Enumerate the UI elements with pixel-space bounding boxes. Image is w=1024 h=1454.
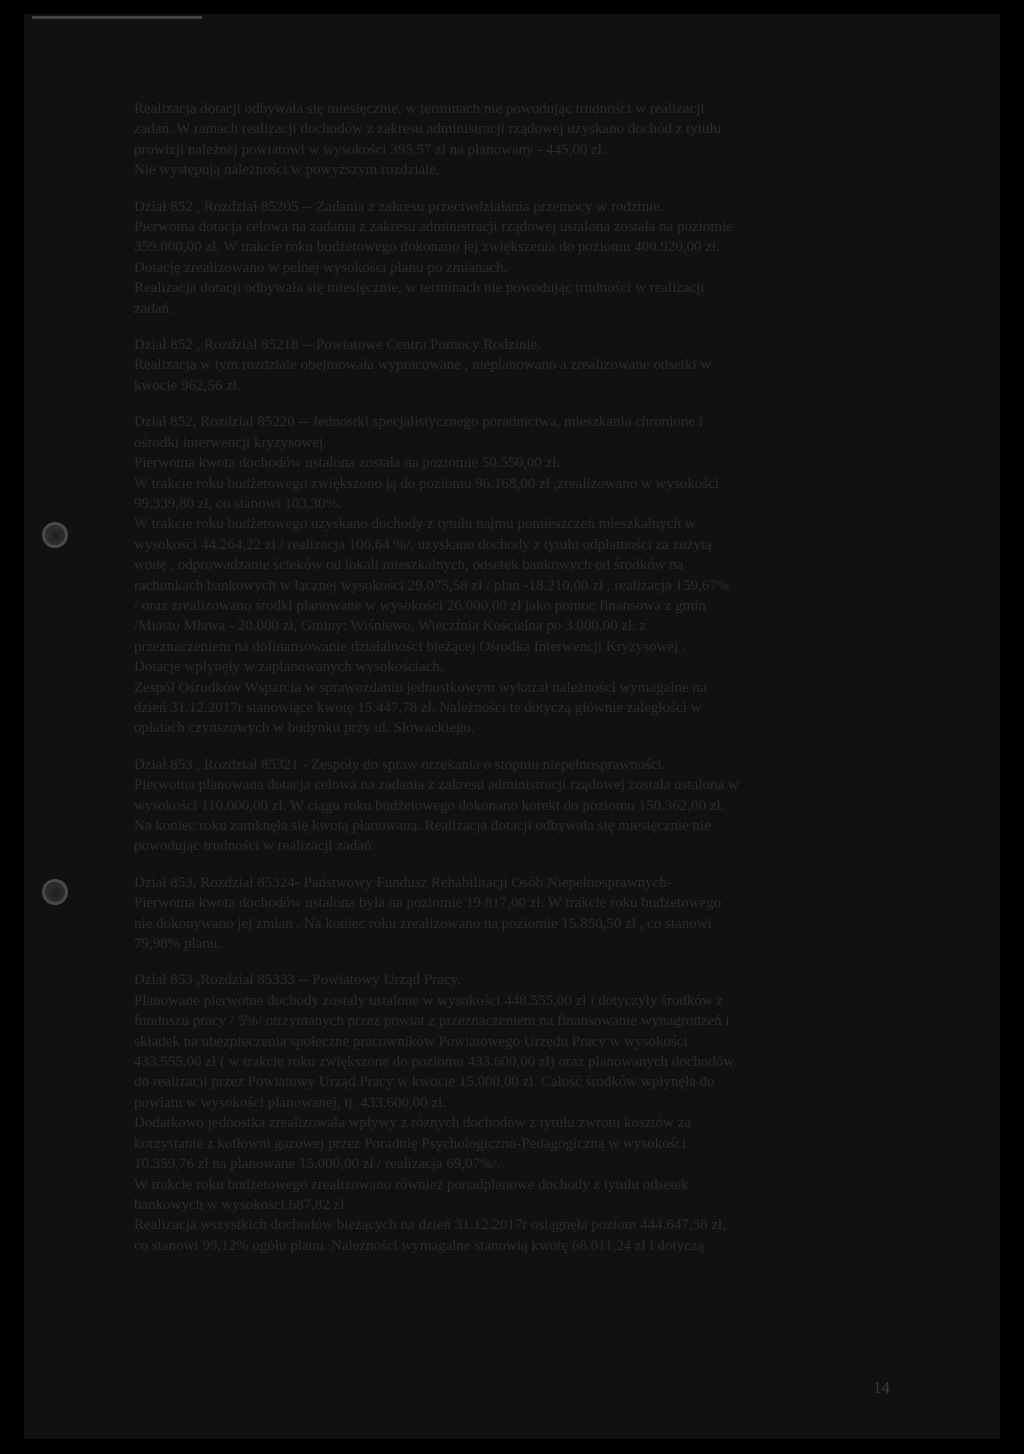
paragraph-p4 [134, 412, 894, 739]
text-line: przeznaczeniem na dofinansowanie działalności bieżącej Ośrodka Interwencji Kryzysowej . [134, 638, 686, 655]
text-line: Dział 852 , Rozdział 85205 -- Zadania z zakresu przeciwdziałania przemocy w rodzinie. [134, 198, 664, 215]
text-line: Realizacja dotacji odbywała się miesięcznie, w terminach nie powodując trudności w realizacji [134, 280, 705, 297]
text-line: wodę , odprowadzanie ścieków od lokali mieszkalnych, odsetek bankowych od środków na [134, 557, 684, 574]
text-line: Dział 853, Rozdział 85324- Państwowy Fundusz Rehabilitacji Osób Niepełnosprawnych- [134, 874, 672, 891]
text-line: do realizacji przez Powiatowy Urząd Pracy w kwocie 15.000,00 zł. Całość środków wpłynęła do [134, 1074, 715, 1091]
text-line: Dział 853 , Rozdział 85321 - Zespoły do spraw orzekania o stopniu niepełnosprawności. [134, 756, 666, 773]
text-line: ośrodki interwencji kryzysowej. [134, 434, 327, 451]
text-line: 359.000,00 zł. W trakcie roku budżetowego dokonano jej zwiększenia do poziomu 400.920,00 zł. [134, 239, 720, 256]
text-line: Dział 852 , Rozdział 85218 -- Powiatowe Centra Pomocy Rodzinie. [134, 337, 541, 354]
document-page [24, 14, 1000, 1439]
text-line: powodując trudności w realizacji zadań. [134, 838, 376, 855]
text-line: Dodatkowo jednostka zrealizowała wpływy z różnych dochodów z tytułu zwrotu kosztów za [134, 1115, 691, 1132]
text-line: Nie występują należności w powyższym rozdziale. [134, 162, 440, 179]
text-line: Dział 853 ,Rozdział 85333 -- Powiatowy Urząd Pracy. [134, 972, 461, 989]
text-line: wysokości 44.264,22 zł / realizacja 106,64 %/, uzyskano dochody z tytułu odpłatności za zużytą [134, 536, 712, 553]
text-line: W trakcie roku budżetowego uzyskano dochody z tytułu najmu pomieszczeń mieszkalnych w [134, 516, 696, 533]
text-line: 433.555,00 zł ( w trakcie roku zwiększone do poziomu 433.600,00 zł) oraz planowanych dochodów [134, 1054, 735, 1071]
text-line: / oraz zrealizowano środki planowane w wysokości 26.000,00 zł jako pomoc finansowa z gmin [134, 597, 706, 614]
text-line: wysokości 110.000,00 zł. W ciągu roku budżetowego dokonano korekt do poziomu 150.362,00 zł. [134, 797, 725, 814]
text-line: bankowych w wysokości 687,82 zł. [134, 1196, 349, 1213]
text-line: co stanowi 99,12% ogółu planu. Należności wymagalne stanowią kwotę 68.011,24 zł i dotyczą [134, 1237, 705, 1254]
text-line: opłatach czynszowych w budynku przy ul. Słowackiego. [134, 720, 475, 737]
text-line: korzystanie z kotłowni gazowej przez Poradnię Psychologiczno-Pedagogiczną w wysokości [134, 1135, 687, 1152]
scan-header-artifact [32, 16, 202, 19]
text-line: Dział 852, Rozdział 85220 -- Jednostki specjalistycznego poradnictwa, mieszkania chronione i [134, 414, 703, 431]
text-line: zadań. [134, 300, 173, 317]
text-line: 79,98% planu. [134, 936, 222, 953]
text-line: nie dokonywano jej zmian . Na koniec roku zrealizowano na poziomie 15.850,50 zł , co stanowi [134, 915, 712, 932]
text-line: Pierwotna dotacja celowa na zadania z zakresu administracji rządowej ustalona została na poziomie [134, 219, 733, 236]
paragraph-p5 [134, 755, 894, 857]
paragraph-p2 [134, 197, 894, 319]
page-number: 14 [873, 1378, 890, 1397]
text-line: Zespół Ośrodków Wsparcia w sprawozdaniu jednostkowym wykazał należności wymagalne na [134, 679, 707, 696]
text-line: Pierwotna kwota dochodów ustalona została na poziomie 50.550,00 zł. [134, 455, 561, 472]
document-body [134, 99, 894, 1272]
text-line: Na koniec roku zamknęła się kwotą planowaną. Realizacja dotacji odbywała się miesięcznie nie [134, 818, 711, 834]
text-line: zadań. W ramach realizacji dochodów z zakresu administracji rządowej uzyskano dochód z tytułu [134, 121, 722, 138]
text-line: W trakcie roku budżetowego zrealizowano również ponadplanowe dochody z tytułu odsetek [134, 1176, 689, 1193]
punch-hole-icon [42, 522, 68, 548]
text-line: W trakcie roku budżetowego zwiększono ją do poziomu 96.168,00 zł ,zrealizowano w wysokości [134, 475, 719, 492]
text-line: Realizacja dotacji odbywała się miesięcznie, w terminach nie powodując trudności w realizacji [134, 101, 705, 117]
text-line: Realizacja w tym rozdziale obejmowała wypracowane , nieplanowano a zrealizowane odsetki w [134, 357, 712, 374]
text-line: Pierwotna planowana dotacja celowa na zadania z zakresu administracji rządowej została ustalona w [134, 777, 739, 794]
text-line: Planowane pierwotne dochody zostały ustalone w wysokości 448.555,00 zł i dotyczyły środków z [134, 992, 724, 1009]
text-line: funduszu pracy / 5%/ otrzymanych przez powiat z przeznaczeniem na finansowanie wynagrodzeń i [134, 1013, 730, 1030]
text-line: składek na ubezpieczenia społeczne pracowników Powiatowego Urzędu Pracy w wysokości [134, 1033, 688, 1050]
paragraph-p3 [134, 335, 894, 396]
text-line: Pierwotna kwota dochodów ustalona była na poziomie 19.817,00 zł. W trakcie roku budżetowego [134, 895, 722, 912]
text-line: /Miasto Mława - 20.000 zł, Gminy: Wiśniewo, Wieczfnia Kościelna po 3.000,00 zł. z [134, 618, 647, 635]
text-line: powiatu w wysokości planowanej, tj. 433.600,00 zł. [134, 1094, 447, 1111]
punch-hole-icon [42, 879, 68, 905]
text-line: Dotacje wpłynęły w zaplanowanych wysokościach. [134, 659, 444, 676]
text-line: 99.339,80 zł, co stanowi 103,30%. [134, 495, 342, 512]
paragraph-p7 [134, 970, 894, 1256]
text-line: dzień 31.12.2017r stanowiące kwotę 15.447,78 zł. Należności te dotyczą głównie zaległości w [134, 699, 702, 716]
text-line: 10.359,76 zł na planowane 15.000,00 zł / realizacja 69,07%/. [134, 1156, 501, 1173]
text-line: Realizacja wszystkich dochodów bieżących na dzień 31.12.2017r osiągnęła poziom 444.647,58 zł, [134, 1217, 726, 1234]
text-line: kwocie 962,56 zł. [134, 377, 241, 394]
paragraph-p1 [134, 99, 894, 181]
paragraph-p6 [134, 873, 894, 955]
text-line: rachunkach bankowych w łącznej wysokości 29.075,58 zł / plan -18.210,00 zł , realizacja 159,67% [134, 577, 730, 594]
text-line: Dotację zrealizowano w pełnej wysokości planu po zmianach. [134, 259, 508, 276]
text-line: prowizji należnej powiatowi w wysokości 395,57 zł na planowany - 445,00 zł. [134, 141, 606, 158]
